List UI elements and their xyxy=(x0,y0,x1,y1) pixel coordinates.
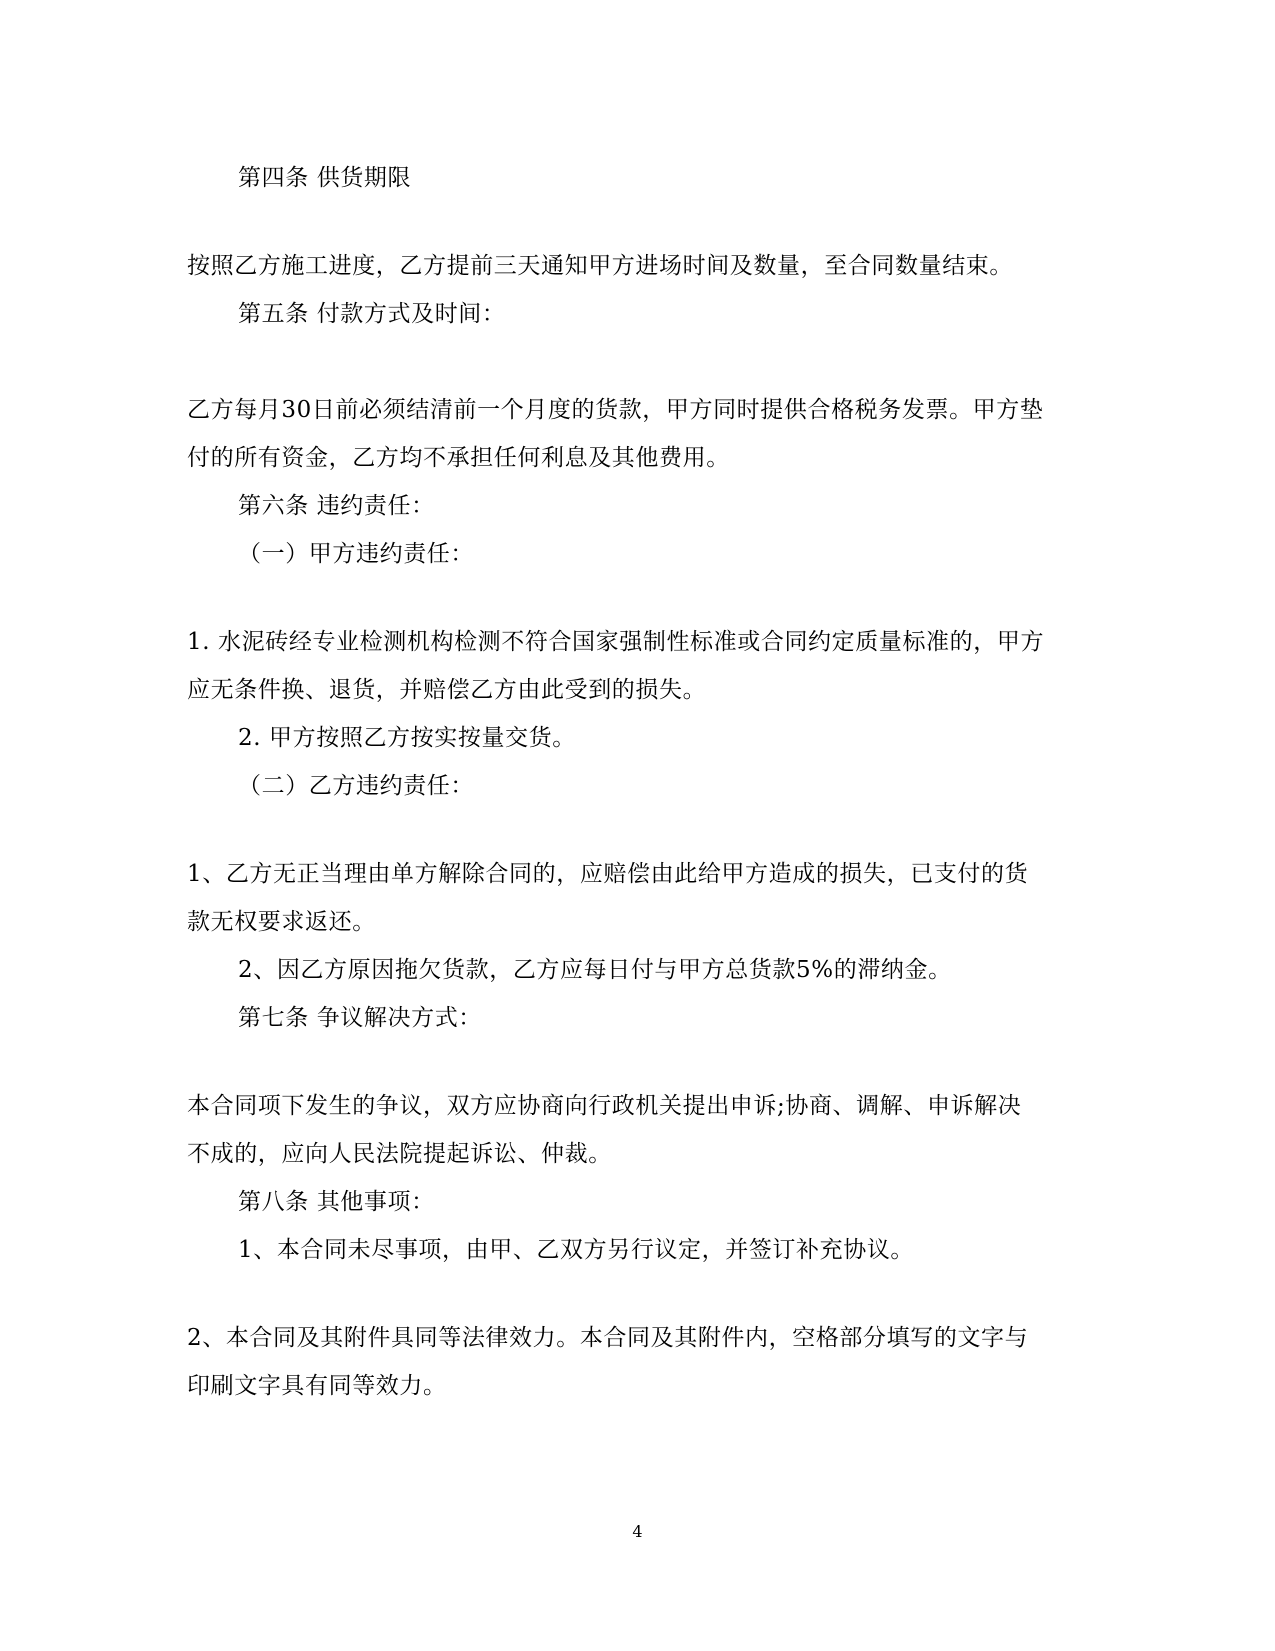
paragraph-line: 本合同项下发生的争议，双方应协商向行政机关提出申诉;协商、调解、申诉解决 xyxy=(187,1093,1022,1119)
paragraph-line: 应无条件换、退货，并赔偿乙方由此受到的损失。 xyxy=(187,677,707,703)
article-4-heading: 第四条 供货期限 xyxy=(238,165,412,191)
paragraph-line: 1、本合同未尽事项，由甲、乙双方另行议定，并签订补充协议。 xyxy=(238,1237,915,1263)
page-number: 4 xyxy=(632,1522,643,1541)
paragraph-line: 按照乙方施工进度，乙方提前三天通知甲方进场时间及数量，至合同数量结束。 xyxy=(187,253,1013,279)
paragraph-line: 2、因乙方原因拖欠货款，乙方应每日付与甲方总货款5%的滞纳金。 xyxy=(238,957,952,983)
article-7-heading: 第七条 争议解决方式： xyxy=(238,1005,482,1031)
paragraph-line: 不成的，应向人民法院提起诉讼、仲裁。 xyxy=(187,1141,612,1167)
subsection-heading: （二）乙方违约责任： xyxy=(238,773,474,799)
paragraph-line: 2. 甲方按照乙方按实按量交货。 xyxy=(238,725,576,751)
article-5-heading: 第五条 付款方式及时间： xyxy=(238,301,506,327)
paragraph-line: 乙方每月30日前必须结清前一个月度的货款，甲方同时提供合格税务发票。甲方垫 xyxy=(187,397,1044,423)
paragraph-line: 2、本合同及其附件具同等法律效力。本合同及其附件内，空格部分填写的文字与 xyxy=(187,1325,1029,1351)
paragraph-line: 付的所有资金，乙方均不承担任何利息及其他费用。 xyxy=(187,445,730,471)
paragraph-line: 款无权要求返还。 xyxy=(187,909,376,935)
article-6-heading: 第六条 违约责任： xyxy=(238,493,435,519)
paragraph-line: 印刷文字具有同等效力。 xyxy=(187,1373,447,1399)
subsection-heading: （一）甲方违约责任： xyxy=(238,541,474,567)
paragraph-line: 1. 水泥砖经专业检测机构检测不符合国家强制性标准或合同约定质量标准的，甲方 xyxy=(187,629,1045,655)
paragraph-line: 1、乙方无正当理由单方解除合同的，应赔偿由此给甲方造成的损失，已支付的货 xyxy=(187,861,1029,887)
article-8-heading: 第八条 其他事项： xyxy=(238,1189,435,1215)
